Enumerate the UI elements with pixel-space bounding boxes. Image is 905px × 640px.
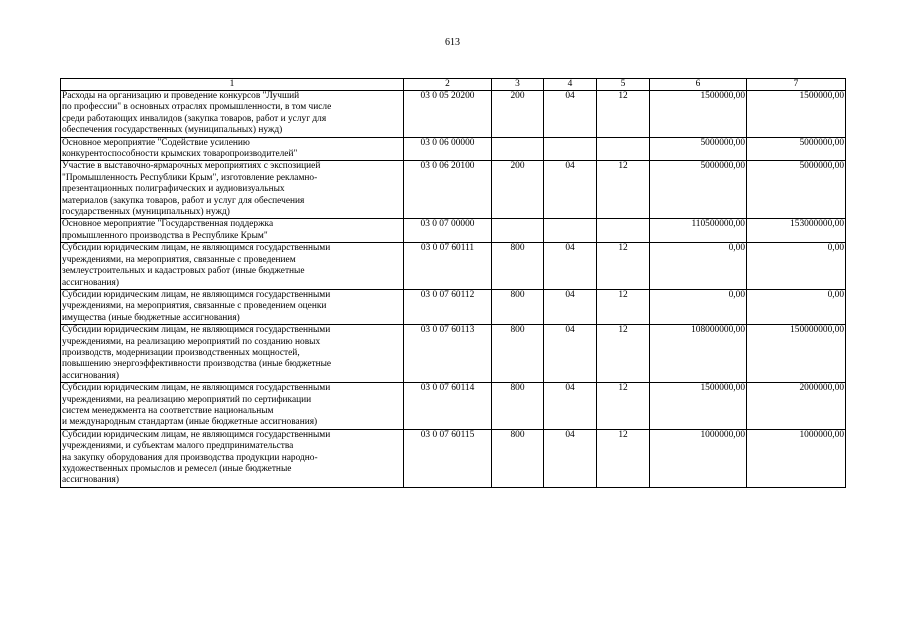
- expense-name-cell: [61, 137, 404, 161]
- expense-name-cell: [61, 243, 404, 290]
- classification-code-cell: 03 0 06 00000: [404, 137, 492, 161]
- table-row: [61, 429, 846, 487]
- section-cell: 04: [544, 161, 597, 219]
- table-row: [61, 325, 846, 383]
- subsection-cell: 12: [597, 91, 650, 138]
- table-row: [61, 161, 846, 219]
- section-cell: [544, 219, 597, 243]
- expense-name-line: производств, модернизации производственных мощностей,: [62, 347, 300, 358]
- expense-name-cell: [61, 91, 404, 138]
- subsection-cell: 12: [597, 429, 650, 487]
- amount-year-2-cell: 0,00: [747, 243, 846, 290]
- amount-year-1-cell: 0,00: [650, 243, 747, 290]
- classification-code-cell: 03 0 06 20100: [404, 161, 492, 219]
- table-row: [61, 243, 846, 290]
- expense-name-line: учреждениями, и субъектам малого предпринимательства: [62, 441, 294, 452]
- expense-name-cell: [61, 383, 404, 430]
- page-number: 613: [445, 37, 460, 48]
- expense-name-line: Субсидии юридическим лицам, не являющимся государственными: [62, 429, 331, 440]
- expense-name-line: землеустроительных и кадастровых работ (иные бюджетные: [62, 266, 305, 277]
- expense-name-line: "Промышленность Республики Крым", изготовление рекламно-: [62, 172, 318, 183]
- expense-name-cell: [61, 219, 404, 243]
- expense-name-line: материалов (закупка товаров, работ и услуг для обеспечения: [62, 195, 305, 206]
- subsection-cell: 12: [597, 289, 650, 324]
- expense-name-line: по профессии" в основных отраслях промышленности, в том числе: [62, 102, 332, 113]
- expense-type-cell: [492, 219, 544, 243]
- expense-type-cell: 200: [492, 91, 544, 138]
- table-row: [61, 383, 846, 430]
- expense-name-line: ассигнования): [62, 277, 119, 288]
- table-row: [61, 219, 846, 243]
- expense-name-line: Расходы на организацию и проведение конкурсов "Лучший: [62, 91, 300, 101]
- classification-code-cell: 03 0 07 60111: [404, 243, 492, 290]
- expense-type-cell: 800: [492, 429, 544, 487]
- expense-name-line: имущества (иные бюджетные ассигнования): [62, 312, 240, 323]
- expense-name-line: Основное мероприятие "Государственная поддержка: [62, 219, 274, 230]
- column-header-1: 1: [61, 79, 404, 91]
- classification-code-cell: 03 0 07 60115: [404, 429, 492, 487]
- expense-name-line: учреждениями, на мероприятия, связанные с проведением оценки: [62, 301, 327, 312]
- expense-name-line: среди работающих инвалидов (закупка товаров, работ и услуг для: [62, 113, 327, 124]
- expense-name-line: Основное мероприятие "Содействие усилению: [62, 137, 250, 148]
- amount-year-1-cell: 1500000,00: [650, 383, 747, 430]
- expense-name-line: Участие в выставочно-ярмарочных мероприятиях с экспозицией: [62, 161, 321, 172]
- expense-name-cell: [61, 429, 404, 487]
- section-cell: 04: [544, 91, 597, 138]
- expense-type-cell: [492, 137, 544, 161]
- section-cell: 04: [544, 325, 597, 383]
- amount-year-2-cell: 153000000,00: [747, 219, 846, 243]
- amount-year-1-cell: 5000000,00: [650, 137, 747, 161]
- amount-year-1-cell: 5000000,00: [650, 161, 747, 219]
- classification-code-cell: 03 0 07 60114: [404, 383, 492, 430]
- amount-year-2-cell: 1000000,00: [747, 429, 846, 487]
- expense-type-cell: 800: [492, 289, 544, 324]
- expense-name-line: повышению энергоэффективности производства (иные бюджетные: [62, 359, 332, 370]
- amount-year-1-cell: 108000000,00: [650, 325, 747, 383]
- amount-year-2-cell: 2000000,00: [747, 383, 846, 430]
- amount-year-1-cell: 1000000,00: [650, 429, 747, 487]
- subsection-cell: 12: [597, 243, 650, 290]
- column-header-3: 3: [492, 79, 544, 91]
- expense-name-line: на закупку оборудования для производства продукции народно-: [62, 452, 318, 463]
- subsection-cell: 12: [597, 383, 650, 430]
- column-header-7: 7: [747, 79, 846, 91]
- expense-name-line: Субсидии юридическим лицам, не являющимся государственными: [62, 383, 331, 394]
- amount-year-2-cell: 5000000,00: [747, 137, 846, 161]
- subsection-cell: [597, 137, 650, 161]
- expense-name-line: Субсидии юридическим лицам, не являющимся государственными: [62, 325, 331, 336]
- expense-name-line: ассигнования): [62, 370, 119, 381]
- table-row: [61, 289, 846, 324]
- section-cell: 04: [544, 289, 597, 324]
- amount-year-1-cell: 1500000,00: [650, 91, 747, 138]
- expense-name-line: презентационных полиграфических и аудиовизуальных: [62, 184, 285, 195]
- expense-name-line: конкурентоспособности крымских товаропроизводителей": [62, 149, 298, 160]
- expense-name-line: промышленного производства в Республике Крым": [62, 230, 268, 241]
- column-header-2: 2: [404, 79, 492, 91]
- header-row: [61, 79, 846, 91]
- expense-name-line: учреждениями, на реализацию мероприятий по сертификации: [62, 394, 312, 405]
- expense-type-cell: 800: [492, 325, 544, 383]
- classification-code-cell: 03 0 05 20200: [404, 91, 492, 138]
- expense-name-line: систем менеджмента на соответствие национальным: [62, 405, 274, 416]
- section-cell: [544, 137, 597, 161]
- section-cell: 04: [544, 243, 597, 290]
- table-body: [61, 91, 846, 488]
- table-row: [61, 137, 846, 161]
- expense-name-cell: [61, 325, 404, 383]
- amount-year-1-cell: 110500000,00: [650, 219, 747, 243]
- expense-name-cell: [61, 289, 404, 324]
- classification-code-cell: 03 0 07 00000: [404, 219, 492, 243]
- budget-table: [60, 78, 846, 488]
- expense-name-cell: [61, 161, 404, 219]
- expense-name-line: Субсидии юридическим лицам, не являющимся государственными: [62, 289, 331, 300]
- section-cell: 04: [544, 383, 597, 430]
- column-header-4: 4: [544, 79, 597, 91]
- amount-year-2-cell: 1500000,00: [747, 91, 846, 138]
- expense-name-line: учреждениями, на реализацию мероприятий по созданию новых: [62, 336, 321, 347]
- column-header-5: 5: [597, 79, 650, 91]
- subsection-cell: 12: [597, 161, 650, 219]
- expense-name-line: учреждениями, на мероприятия, связанные с проведением: [62, 254, 296, 265]
- amount-year-1-cell: 0,00: [650, 289, 747, 324]
- expense-name-line: художественных промыслов и ремесел (иные бюджетные: [62, 464, 292, 474]
- amount-year-2-cell: 150000000,00: [747, 325, 846, 383]
- expense-type-cell: 200: [492, 161, 544, 219]
- amount-year-2-cell: 5000000,00: [747, 161, 846, 219]
- column-header-6: 6: [650, 79, 747, 91]
- table-row: [61, 91, 846, 138]
- classification-code-cell: 03 0 07 60112: [404, 289, 492, 324]
- subsection-cell: 12: [597, 325, 650, 383]
- expense-name-line: Субсидии юридическим лицам, не являющимся государственными: [62, 243, 331, 254]
- subsection-cell: [597, 219, 650, 243]
- expense-type-cell: 800: [492, 243, 544, 290]
- expense-name-line: обеспечения государственных (муниципальных) нужд): [62, 125, 283, 136]
- expense-name-line: и международным стандартам (иные бюджетные ассигнования): [62, 417, 318, 428]
- expense-type-cell: 800: [492, 383, 544, 430]
- classification-code-cell: 03 0 07 60113: [404, 325, 492, 383]
- expense-name-line: ассигнования): [62, 475, 119, 486]
- section-cell: 04: [544, 429, 597, 487]
- expense-name-line: государственных (муниципальных) нужд): [62, 207, 230, 218]
- amount-year-2-cell: 0,00: [747, 289, 846, 324]
